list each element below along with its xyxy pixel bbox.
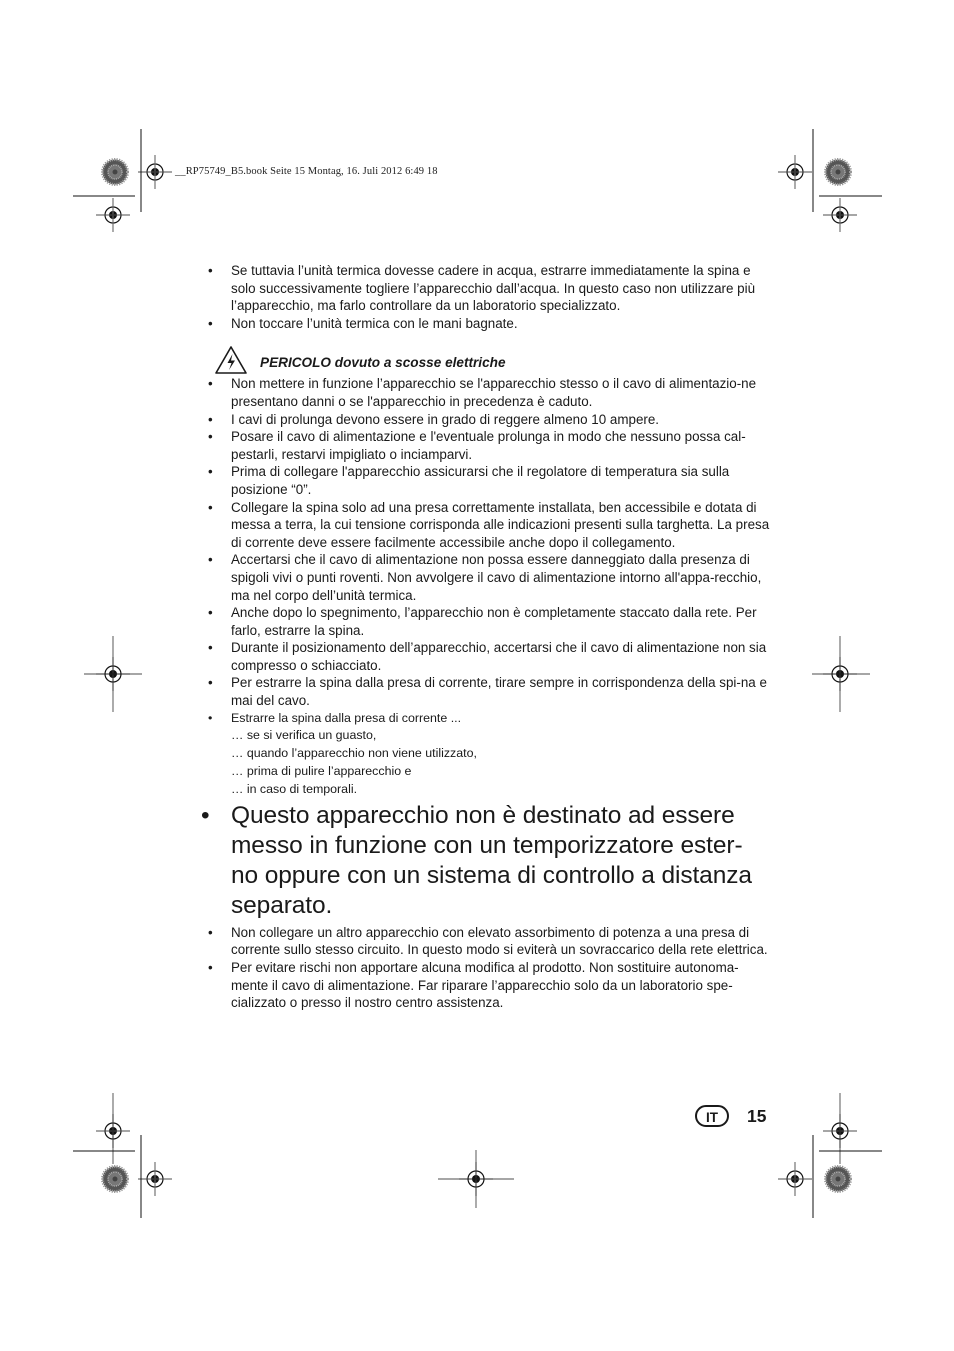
unplug-case: … quando l’apparecchio non viene utilizzato, xyxy=(231,746,477,761)
list-item: • Per evitare rischi non apportare alcuna modifica al prodotto. Non sostituire autonoma-mente il cavo di alimentazione. Far riparare l’apparecchio solo da un laboratorio spe-cializzato o presso il nostro centro assistenza. xyxy=(204,959,772,1012)
big-note-line: no oppure con un sistema di controllo a distanza xyxy=(231,861,752,889)
final-list xyxy=(204,924,772,1012)
list-item: • Se tuttavia l’unità termica dovesse cadere in acqua, estrarre immediatamente la spina e solo successivamente togliere l’apparecchio dall’acqua. In questo caso non utilizzare più l’apparecchio, ma farlo controllare da un laboratorio specializzato. xyxy=(204,262,772,315)
list-item: • Collegare la spina solo ad una presa correttamente installata, ben accessibile e dotata di messa a terra, la cui tensione corrisponda alle indicazioni presenti sulla targhetta. La presa di corrente deve essere facilmente accessibile anche dopo il collegamento. xyxy=(204,499,772,552)
unplug-case: … in caso di temporali. xyxy=(231,781,358,796)
big-note-line: separato. xyxy=(231,891,333,919)
big-note xyxy=(204,801,772,921)
warning-title: PERICOLO dovuto a scosse elettriche xyxy=(260,355,506,371)
page-number: 15 xyxy=(747,1106,767,1126)
list-item: • Anche dopo lo spegnimento, l’apparecchio non è completamente staccato dalla rete. Per farlo, estrarre la spina. xyxy=(204,604,772,639)
big-note-line: messo in funzione con un temporizzatore ester- xyxy=(231,831,743,859)
list-item: • Accertarsi che il cavo di alimentazione non possa essere danneggiato dalla presenza di spigoli vivi o punti roventi. Non avvolgere il cavo di alimentazione intorno all'appa-recchio, ma nel corpo dell’unità termica. xyxy=(204,551,772,604)
language-badge: IT xyxy=(695,1105,729,1127)
list-item: • Non collegare un altro apparecchio con elevato assorbimento di potenza a una presa di corrente sullo stesso circuito. In questo modo si eviterà un sovraccarico della rete elettrica. xyxy=(204,924,772,959)
intro-list xyxy=(204,262,772,332)
list-item: • Per estrarre la spina dalla presa di corrente, tirare sempre in corrispondenza della spi-na e mai del cavo. xyxy=(204,674,772,709)
unplug-case: … prima di pulire l’apparecchio e xyxy=(231,764,412,779)
print-file-info: __RP75749_B5.book Seite 15 Montag, 16. Juli 2012 6:49 18 xyxy=(175,166,438,177)
list-item: • Posare il cavo di alimentazione e l'eventuale prolunga in modo che nessuno possa cal-pestarli, restarvi impigliato o inciamparvi. xyxy=(204,428,772,463)
unplug-lead: • Estrarre la spina dalla presa di corrente ... xyxy=(204,710,772,728)
list-item: • Non toccare l’unità termica con le mani bagnate. xyxy=(204,315,772,333)
list-item: • Prima di collegare l'apparecchio assicurarsi che il regolatore di temperatura sia sulla posizione “0”. xyxy=(204,463,772,498)
list-item: • I cavi di prolunga devono essere in grado di reggere almeno 10 ampere. xyxy=(204,411,772,429)
warning-heading xyxy=(204,343,772,375)
safety-list xyxy=(204,375,772,727)
unplug-case: … se si verifica un guasto, xyxy=(231,728,377,743)
list-item: • Durante il posizionamento dell’apparecchio, accertarsi che il cavo di alimentazione non sia compresso o schiacciato. xyxy=(204,639,772,674)
electric-hazard-icon xyxy=(214,345,248,375)
page-content xyxy=(204,262,772,1012)
big-note-line: • Questo apparecchio non è destinato ad essere xyxy=(231,801,735,829)
list-item: • Non mettere in funzione l’apparecchio se l'apparecchio stesso o il cavo di alimentazio-ne presentano danni o se l'apparecchio in precedenza è caduto. xyxy=(204,375,772,410)
